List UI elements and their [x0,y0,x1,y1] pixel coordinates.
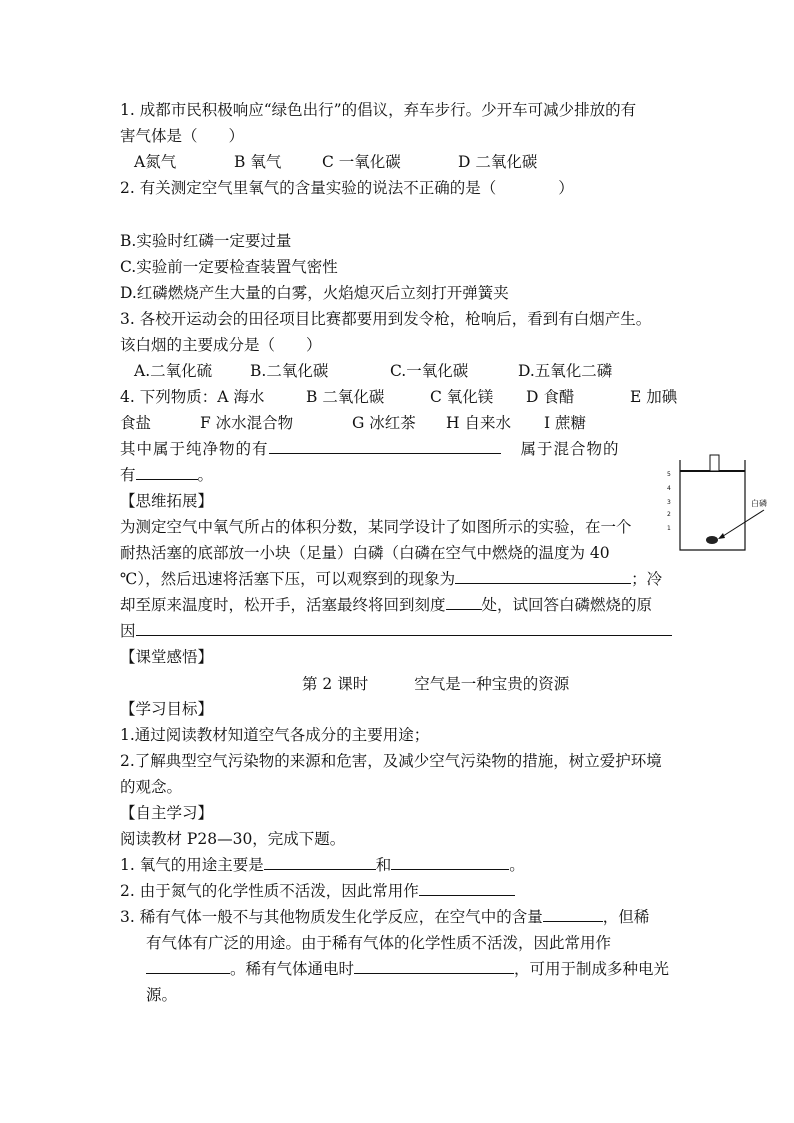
nitrogen-use-blank[interactable] [419,879,515,896]
thinking-heading: 【思维拓展】 [120,492,214,510]
thinking-line5 [120,618,680,644]
q3-option-c: C.一氧化碳 [390,362,469,380]
self-q3-line4: 源。 [146,986,178,1004]
thinking-line3-text: ℃），然后迅速将活塞下压，可以观察到的现象为 [120,570,456,588]
q1-line2: 害气体是（ ） [120,127,245,145]
self-q3-line3 [146,956,706,982]
tick-2: 2 [667,511,671,518]
pointer-arrowhead [718,533,725,539]
self-q3-tail: ，但稀 [602,908,650,926]
q1-option-b: B 氧气 [234,153,282,171]
thinking-line2: 耐热活塞的底部放一小块（足量）白磷（白磷在空气中燃烧的温度为 40 [120,544,610,562]
self-q2-text: 2. 由于氮气的化学性质不活泼，因此常用作 [120,882,419,900]
noble-gas-content-blank[interactable] [543,905,603,922]
self-q3-line1 [120,904,680,930]
q3-option-a: A.二氧化硫 [134,362,213,380]
q4-you-label: 有 [120,466,136,484]
self-q1 [120,852,680,878]
self-q3-line3-text: 。稀有气体通电时 [230,960,355,978]
q4-item-g: G 冰红茶 [352,414,416,432]
tick-4: 4 [667,485,671,492]
self-q1-period: 。 [509,856,525,874]
q4-pure-label: 其中属于纯净物的有 [120,440,269,458]
q4-mixture-blank[interactable] [136,463,198,480]
q2-option-b: B.实验时红磷一定要过量 [120,232,292,250]
reflection-heading: 【课堂感悟】 [120,648,214,666]
white-phosphorus-lump [706,536,718,544]
reason-blank[interactable] [136,619,672,636]
lesson2-period: 第 2 课时 [302,675,369,693]
q4-line4 [120,462,680,488]
tick-1: 1 [667,525,671,532]
q4-period: 。 [197,466,214,484]
q1-options [134,149,694,175]
scale-blank[interactable] [446,593,482,610]
tick-5: 5 [667,471,671,478]
goals-heading: 【学习目标】 [120,700,214,718]
thinking-line4-text: 却至原来温度时，松开手，活塞最终将回到刻度 [120,596,446,614]
thinking-line3 [120,566,680,592]
q4-item-e-cont: 食盐 [120,414,152,432]
thinking-line3-tail: ；冷 [631,570,663,588]
q1-option-d: D 二氧化碳 [458,153,538,171]
q1-line1: 1. 成都市民积极响应“绿色出行”的倡议，弃车步行。少开车可减少排放的有 [120,101,637,119]
lesson2-topic: 空气是一种宝贵的资源 [414,675,570,693]
noble-gas-use-blank[interactable] [146,957,230,974]
scale-ticks [667,471,671,532]
white-phosphorus-label: 白磷 [751,499,767,508]
q1-option-a: A氮气 [134,153,177,171]
tick-3: 3 [667,499,671,506]
goal-1: 1.通过阅读教材知道空气各成分的主要用途； [120,726,430,744]
lesson2-title [302,671,682,697]
oxygen-use-blank-2[interactable] [391,853,509,870]
q2-option-d: D.红磷燃烧产生大量的白雾，火焰熄灭后立刻打开弹簧夹 [120,284,509,302]
self-q2 [120,878,680,904]
self-q3-line2: 有气体有广泛的用途。由于稀有气体的化学性质不活泼，因此常用作 [146,934,612,952]
q4-line2 [120,410,680,436]
q4-mixture-label: 属于混合物的 [520,440,620,458]
thinking-line4 [120,592,680,618]
q2-option-c: C.实验前一定要检查装置气密性 [120,258,338,276]
q3-line2: 该白烟的主要成分是（ ） [120,336,322,354]
self-q1-and: 和 [375,856,392,874]
q3-options [134,358,694,384]
self-q3-text: 3. 稀有气体一般不与其他物质发生化学反应，在空气中的含量 [120,908,543,926]
goal-2-line2: 的观念。 [120,778,183,796]
q4-item-a: 4. 下列物质：A 海水 [120,388,265,406]
q1-option-c: C 一氧化碳 [322,153,401,171]
q4-item-f: F 冰水混合物 [200,414,294,432]
q4-pure-blank[interactable] [269,437,501,454]
piston-rod [710,455,719,471]
thinking-line1: 为测定空气中氧气所占的体积分数，某同学设计了如图所示的实验，在一个 [120,518,632,536]
q4-item-e: E 加碘 [630,388,678,406]
self-q3-line3-tail: ，可用于制成多种电光 [514,960,670,978]
q4-line3 [120,436,680,462]
piston-apparatus-figure [660,452,775,562]
thinking-line4-tail: 处，试回答白磷燃烧的原 [481,596,653,614]
q4-line1 [120,384,680,410]
q4-item-h: H 自来水 [446,414,511,432]
q3-line1: 3. 各校开运动会的田径项目比赛都要用到发令枪，枪响后，看到有白烟产生。 [120,310,652,328]
noble-gas-electric-blank[interactable] [354,957,514,974]
q4-item-c: C 氧化镁 [430,388,494,406]
phenomenon-blank[interactable] [455,567,631,584]
goal-2-line1: 2.了解典型空气污染物的来源和危害，及减少空气污染物的措施，树立爱护环境 [120,752,662,770]
reason-label: 因 [120,622,136,640]
q3-option-b: B.二氧化碳 [250,362,329,380]
reading-instruction: 阅读教材 P28—30，完成下题。 [120,830,346,848]
oxygen-use-blank-1[interactable] [264,853,376,870]
q2-stem: 2. 有关测定空气里氧气的含量实验的说法不正确的是（ ） [120,179,574,197]
self-study-heading: 【自主学习】 [120,804,214,822]
q3-option-d: D.五氧化二磷 [518,362,613,380]
q4-item-i: I 蔗糖 [544,414,587,432]
self-q1-text: 1. 氧气的用途主要是 [120,856,264,874]
label-pointer [720,510,764,538]
q4-item-b: B 二氧化碳 [306,388,385,406]
q4-item-d: D 食醋 [526,388,575,406]
